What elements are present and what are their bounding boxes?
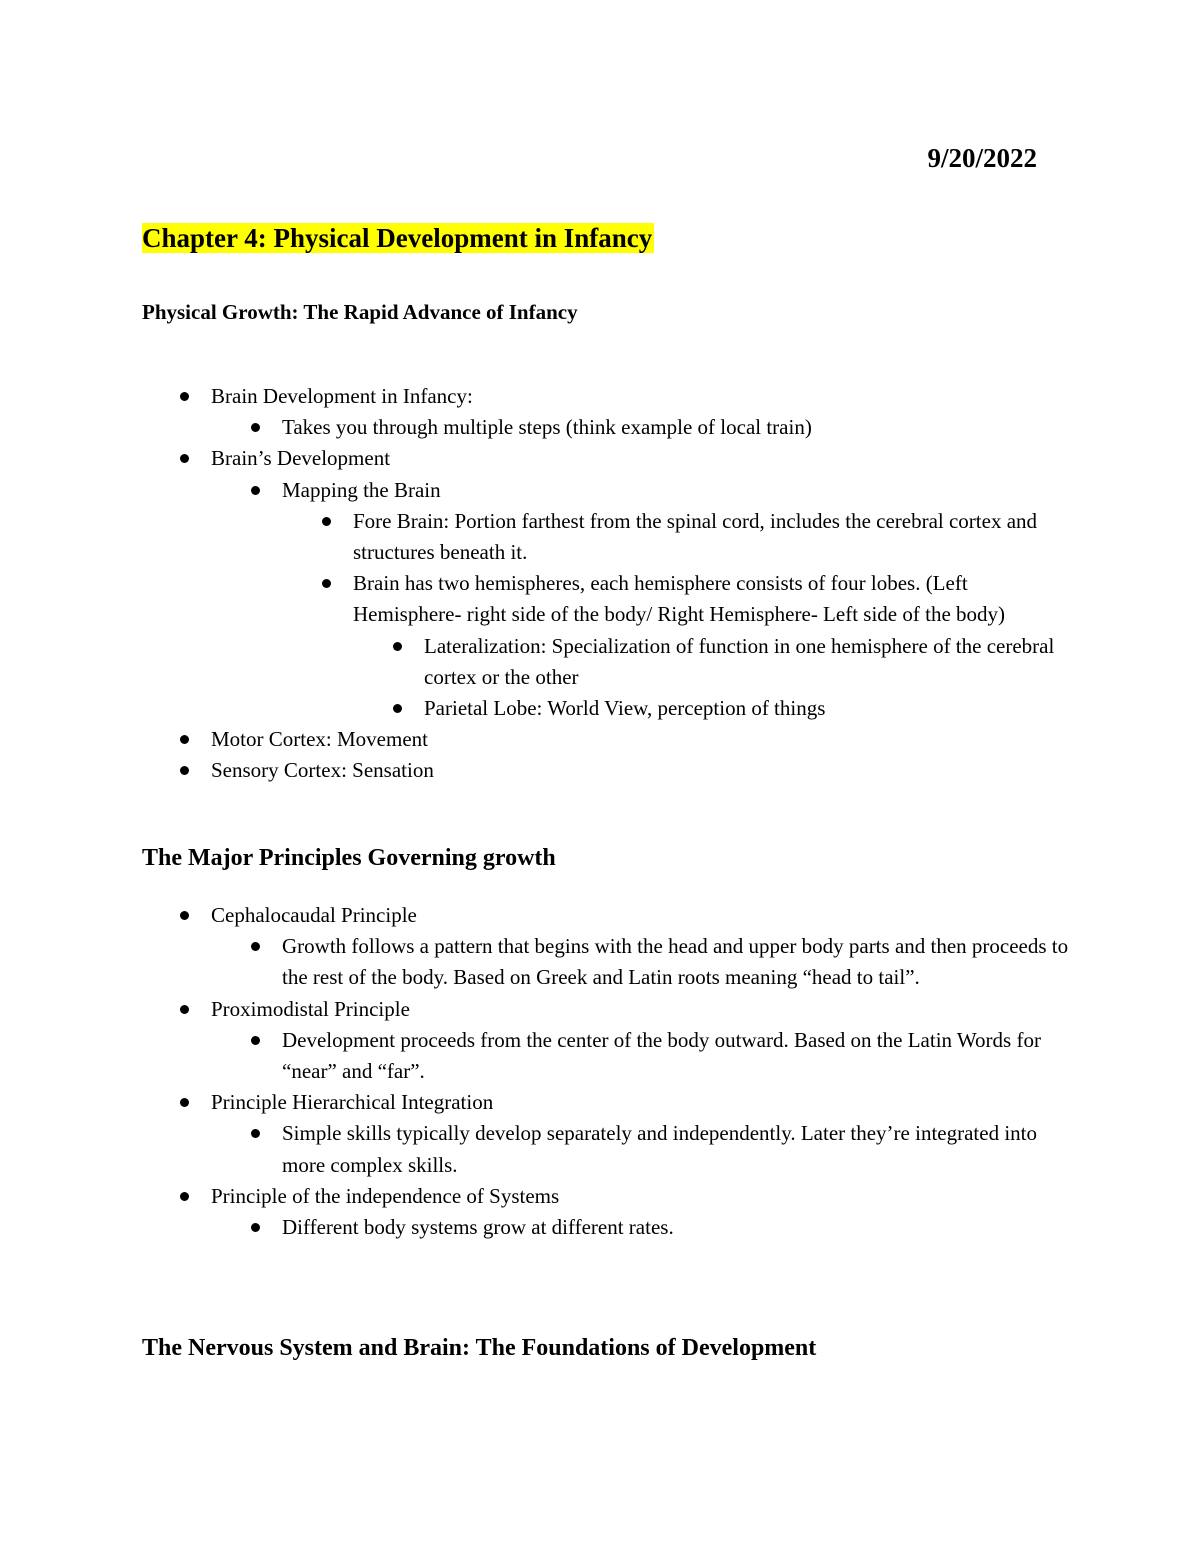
bullet-item-level-3: Brain has two hemispheres, each hemisphere consists of four lobes. (Left Hemisphere- right side of the body/ Right Hemisphere- Left side of the body)	[142, 568, 1072, 630]
bullet-item-level-1: Motor Cortex: Movement	[142, 724, 1072, 755]
chapter-title	[142, 220, 654, 256]
bullet-item-level-2: Simple skills typically develop separately and independently. Later they’re integrated into more complex skills.	[142, 1118, 1072, 1180]
bullet-item-level-1: Cephalocaudal Principle	[142, 900, 1072, 931]
section-heading-major-principles: The Major Principles Governing growth	[142, 845, 556, 871]
bullet-item-level-2: Takes you through multiple steps (think example of local train)	[142, 412, 1072, 443]
bullet-item-level-3: Fore Brain: Portion farthest from the spinal cord, includes the cerebral cortex and structures beneath it.	[142, 506, 1072, 568]
document-date: 9/20/2022	[927, 143, 1037, 173]
bullet-item-level-4: Lateralization: Specialization of function in one hemisphere of the cerebral cortex or the other	[142, 631, 1072, 693]
chapter-title-highlight: Chapter 4: Physical Development in Infancy	[142, 223, 653, 253]
bullet-item-level-4: Parietal Lobe: World View, perception of things	[142, 693, 1072, 724]
bullet-item-level-1: Brain Development in Infancy:	[142, 381, 1072, 412]
bullet-item-level-2: Development proceeds from the center of the body outward. Based on the Latin Words for “near” and “far”.	[142, 1025, 1072, 1087]
bullet-item-level-1: Brain’s Development	[142, 443, 1072, 474]
bullet-item-level-1: Sensory Cortex: Sensation	[142, 755, 1072, 786]
bullet-item-level-2: Mapping the Brain	[142, 475, 1072, 506]
bullet-item-level-2: Different body systems grow at different rates.	[142, 1212, 1072, 1243]
bullet-item-level-1: Principle of the independence of Systems	[142, 1181, 1072, 1212]
section-heading-physical-growth: Physical Growth: The Rapid Advance of Infancy	[142, 300, 578, 324]
bullet-item-level-1: Proximodistal Principle	[142, 994, 1072, 1025]
major-principles-outline	[142, 900, 1072, 1243]
bullet-item-level-1: Principle Hierarchical Integration	[142, 1087, 1072, 1118]
section-heading-nervous-system: The Nervous System and Brain: The Foundations of Development	[142, 1335, 817, 1361]
physical-growth-outline	[142, 381, 1072, 787]
bullet-item-level-2: Growth follows a pattern that begins with the head and upper body parts and then proceeds to the rest of the body. Based on Greek and Latin roots meaning “head to tail”.	[142, 931, 1072, 993]
